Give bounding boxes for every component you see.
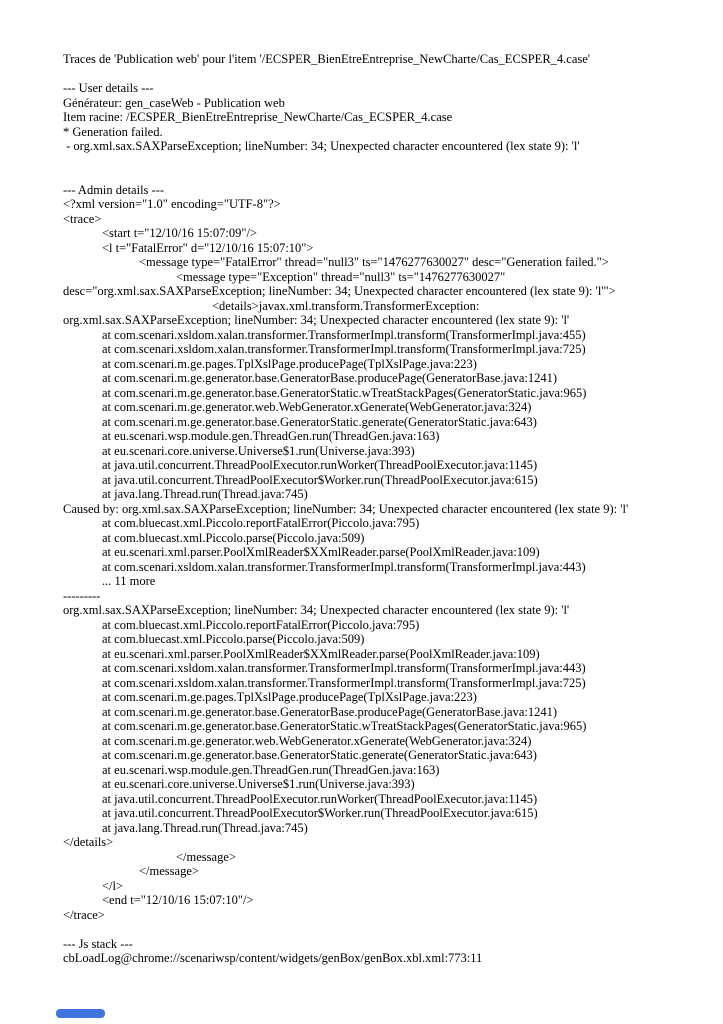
trace-line: at com.scenari.m.ge.generator.base.GeneratorStatic.wTreatStackPages(GeneratorStatic.java:965) xyxy=(102,719,587,733)
trace-line: at com.scenari.m.ge.generator.web.WebGenerator.xGenerate(WebGenerator.java:324) xyxy=(102,400,532,414)
trace-line: at eu.scenari.core.universe.Universe$1.run(Universe.java:393) xyxy=(102,777,415,791)
trace-line: at com.scenari.m.ge.pages.TplXslPage.producePage(TplXslPage.java:223) xyxy=(102,356,477,371)
trace-line: at java.util.concurrent.ThreadPoolExecutor.runWorker(ThreadPoolExecutor.java:1145) xyxy=(102,458,538,472)
trace-line: at java.lang.Thread.run(Thread.java:745) xyxy=(102,820,308,835)
trace-line: at eu.scenari.core.universe.Universe$1.run(Universe.java:393) xyxy=(102,443,415,458)
trace-line: at com.scenari.m.ge.generator.base.GeneratorStatic.wTreatStackPages(GeneratorStatic.java:965) xyxy=(102,385,587,400)
trace-line: </trace> xyxy=(63,907,105,922)
generation-status-line: * Generation failed. xyxy=(63,124,163,139)
blank-line xyxy=(63,67,705,82)
trace-line: Caused by: org.xml.sax.SAXParseException; lineNumber: 34; Unexpected character encountered (lex state 9): 'l' xyxy=(63,501,629,516)
trace-line: at java.util.concurrent.ThreadPoolExecutor.runWorker(ThreadPoolExecutor.java:1145) xyxy=(102,791,538,806)
bottom-blue-bar xyxy=(56,1009,105,1018)
trace-line: ... 11 more xyxy=(102,574,156,588)
page-title: Traces de 'Publication web' pour l'item '/ECSPER_BienEtreEntreprise_NewCharte/Cas_ECSPER_4.case' xyxy=(63,52,591,66)
trace-line: at java.util.concurrent.ThreadPoolExecutor$Worker.run(ThreadPoolExecutor.java:615) xyxy=(102,472,538,487)
trace-line: <l t="FatalError" d="12/10/16 15:07:10"> xyxy=(102,240,314,255)
trace-line: at com.scenari.xsldom.xalan.transformer.TransformerImpl.transform(TransformerImpl.java:725) xyxy=(102,675,586,690)
trace-line: at com.scenari.m.ge.generator.base.GeneratorStatic.generate(GeneratorStatic.java:643) xyxy=(102,748,537,762)
trace-line: at com.scenari.xsldom.xalan.transformer.TransformerImpl.transform(TransformerImpl.java:443) xyxy=(102,661,586,675)
user-details-section xyxy=(63,81,705,154)
trace-line: at com.bluecast.xml.Piccolo.reportFatalError(Piccolo.java:795) xyxy=(102,516,420,530)
trace-line: <end t="12/10/16 15:07:10"/> xyxy=(102,893,254,907)
trace-line: desc="org.xml.sax.SAXParseException; lineNumber: 34; Unexpected character encountered (lex state 9): 'l'"> xyxy=(63,284,616,298)
trace-line: at eu.scenari.wsp.module.gen.ThreadGen.run(ThreadGen.java:163) xyxy=(102,762,440,777)
trace-line: </l> xyxy=(102,878,124,893)
trace-line: </message> xyxy=(139,864,199,878)
trace-line: at java.util.concurrent.ThreadPoolExecutor$Worker.run(ThreadPoolExecutor.java:615) xyxy=(102,806,538,820)
js-stack-section xyxy=(63,937,705,966)
admin-details-section xyxy=(63,183,705,923)
trace-line: </details> xyxy=(63,835,114,849)
admin-details-header: --- Admin details --- xyxy=(63,182,165,197)
trace-line: <trace> xyxy=(63,211,102,226)
user-details-header: --- User details --- xyxy=(63,81,154,95)
trace-line: <message type="FatalError" thread="null3" ts="1476277630027" desc="Generation failed."> xyxy=(139,255,609,269)
trace-line: at java.lang.Thread.run(Thread.java:745) xyxy=(102,487,308,501)
trace-line: <start t="12/10/16 15:07:09"/> xyxy=(102,226,257,240)
trace-line: at com.scenari.m.ge.generator.web.WebGenerator.xGenerate(WebGenerator.java:324) xyxy=(102,733,532,748)
trace-line: <?xml version="1.0" encoding="UTF-8"?> xyxy=(63,197,281,211)
blank-line xyxy=(63,168,705,183)
trace-line: at com.scenari.m.ge.generator.base.GeneratorBase.producePage(GeneratorBase.java:1241) xyxy=(102,704,558,719)
js-stack-line: cbLoadLog@chrome://scenariwsp/content/widgets/genBox/genBox.xbl.xml:773:11 xyxy=(63,951,483,965)
trace-line: at eu.scenari.wsp.module.gen.ThreadGen.run(ThreadGen.java:163) xyxy=(102,429,440,443)
trace-line: at eu.scenari.xml.parser.PoolXmlReader$XXmlReader.parse(PoolXmlReader.java:109) xyxy=(102,545,540,559)
trace-line: at eu.scenari.xml.parser.PoolXmlReader$XXmlReader.parse(PoolXmlReader.java:109) xyxy=(102,646,540,661)
blank-line xyxy=(63,922,705,937)
trace-line: at com.scenari.m.ge.generator.base.GeneratorBase.producePage(GeneratorBase.java:1241) xyxy=(102,371,558,385)
trace-line: at com.scenari.m.ge.generator.base.GeneratorStatic.generate(GeneratorStatic.java:643) xyxy=(102,414,537,429)
trace-line: at com.bluecast.xml.Piccolo.reportFatalError(Piccolo.java:795) xyxy=(102,617,420,632)
trace-line: --------- xyxy=(63,588,101,603)
user-error-line: - org.xml.sax.SAXParseException; lineNumber: 34; Unexpected character encountered (lex state 9): 'l' xyxy=(63,139,580,153)
generator-line: Générateur: gen_caseWeb - Publication web xyxy=(63,95,285,110)
trace-line: <details>javax.xml.transform.TransformerException: xyxy=(212,298,480,313)
xml-trace-block xyxy=(63,197,705,922)
trace-line: at com.bluecast.xml.Piccolo.parse(Piccolo.java:509) xyxy=(102,530,365,545)
trace-line: at com.bluecast.xml.Piccolo.parse(Piccolo.java:509) xyxy=(102,632,365,646)
trace-line: <message type="Exception" thread="null3" ts="1476277630027" xyxy=(176,269,506,284)
trace-line: org.xml.sax.SAXParseException; lineNumber: 34; Unexpected character encountered (lex state 9): 'l' xyxy=(63,603,570,617)
trace-line: </message> xyxy=(176,849,236,864)
trace-line: org.xml.sax.SAXParseException; lineNumber: 34; Unexpected character encountered (lex state 9): 'l' xyxy=(63,313,570,327)
trace-line: at com.scenari.m.ge.pages.TplXslPage.producePage(TplXslPage.java:223) xyxy=(102,690,477,704)
trace-line: at com.scenari.xsldom.xalan.transformer.TransformerImpl.transform(TransformerImpl.java:725) xyxy=(102,342,586,356)
item-root-line: Item racine: /ECSPER_BienEtreEntreprise_NewCharte/Cas_ECSPER_4.case xyxy=(63,110,453,124)
trace-line: at com.scenari.xsldom.xalan.transformer.TransformerImpl.transform(TransformerImpl.java:455) xyxy=(102,327,586,342)
js-stack-header: --- Js stack --- xyxy=(63,936,133,951)
blank-line xyxy=(63,154,705,169)
trace-line: at com.scenari.xsldom.xalan.transformer.TransformerImpl.transform(TransformerImpl.java:443) xyxy=(102,559,586,574)
